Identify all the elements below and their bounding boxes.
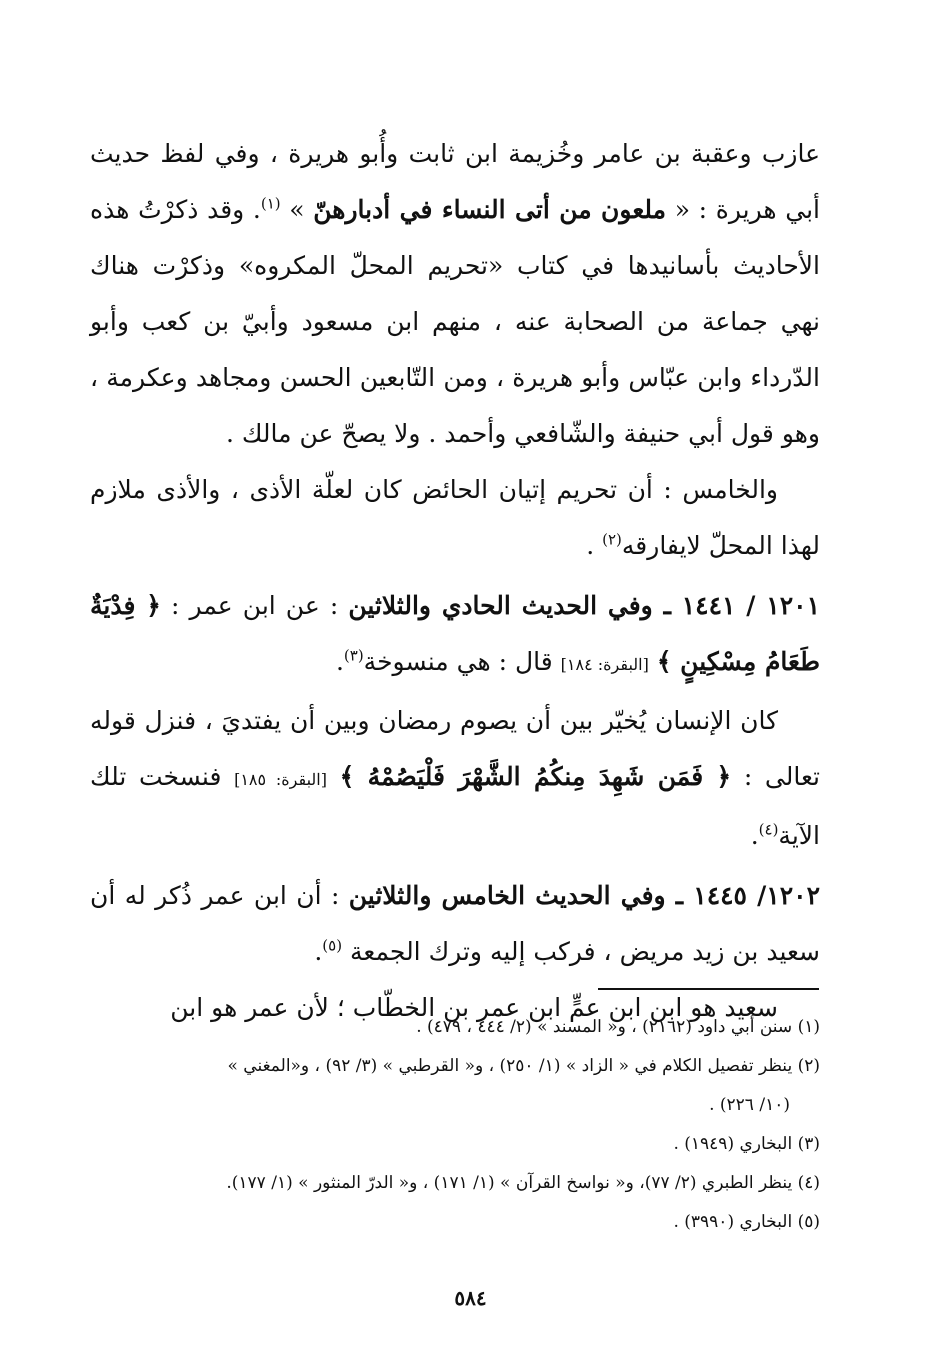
page-number: ٥٨٤ [454,1286,487,1310]
paragraph-2 [90,462,820,574]
paragraph-5 [90,868,820,980]
footnote-ref: (٣) [343,646,364,665]
text: » [280,195,314,224]
paragraph-3 [90,578,820,693]
quran-verse: ﴿ فِدْيَةٌ طَعَامُ مِسْكِينٍ ﴾ [90,591,820,676]
text: . [586,531,603,560]
text: عازب وعقبة بن عامر وخُزيمة ابن ثابت وأُبو هريرة ، وفي لفظ حديث أبي هريرة : « [90,139,820,224]
text: والخامس : أن تحريم إتيان الحائض كان لعلّة الأذى ، والأذى ملازم لهذا المحلّ لايفارقه [90,475,820,560]
footnote-4 [90,1164,820,1203]
footnote-text: (٤) ينظر الطبري (٢/ ٧٧)، و« نواسخ القرآن » (١/ ١٧١) ، و« الدرّ المنثور » (١/ ١٧٧). [226,1173,820,1193]
footnote-3 [90,1125,820,1164]
footnote-text: (٢) ينظر تفصيل الكلام في « الزاد » (١/ ٢٥٠) ، و« القرطبي » (٣/ ٩٢) ، و«المغني » [227,1056,820,1076]
footnote-2 [90,1047,820,1125]
footnote-ref: (٤) [758,820,779,839]
text: كان الإنسان يُخيّر بين أن يصوم رمضان وبين أن يفتديَ ، فنزل قوله تعالى : [90,706,820,791]
verse-reference: [البقرة: ١٨٥] [234,770,327,789]
verse-reference: [البقرة: ١٨٤] [560,655,649,674]
footnote-text: (٣) البخاري (١٩٤٩) . [673,1134,820,1154]
text: : أن ابن عمر ذُكر له أن سعيد بن زيد مريض ، فركب إليه وترك الجمعة [90,881,820,966]
footnotes [90,1008,820,1242]
footnote-separator [598,988,819,990]
hadith-heading: ١٢٠٢/ ١٤٤٥ ـ وفي الحديث الخامس والثلاثين [348,881,820,910]
page-body [90,126,820,1036]
text: فنسخت تلك الآية [90,762,820,850]
footnote-1 [90,1008,820,1047]
text: : عن ابن عمر : [160,591,349,620]
quran-verse: ﴿ فَمَن شَهِدَ مِنكُمُ الشَّهْرَ فَلْيَصُمْهُ ﴾ [339,762,732,791]
footnote-text: (٥) البخاري (٣٩٩٠) . [673,1212,820,1232]
text: قال : هي منسوخة [363,647,561,676]
text: . وقد ذكرْتُ هذه الأحاديث بأسانيدها في كتاب «تحريم المحلّ المكروه» وذكرْت هناك نهي جماعة من الصحابة عنه ، منهم ابن مسعود وأبيّ بن كعب وأبو الدّرداء وابن عبّاس وأبو هريرة ، ومن التّابعين الحسن ومجاهد وعكرمة ، وهو قول أبي حنيفة والشّافعي وأحمد . ولا يصحّ عن مالك . [90,195,820,448]
footnote-ref: (٢) [602,530,622,549]
hadith-heading: ١٢٠١ / ١٤٤١ ـ وفي الحديث الحادي والثلاثين [348,591,821,620]
footnote-text: (١) سنن أبي داود (٢١٦٢) ، و« المسند » (٢/ ٤٤٤ ، ٤٧٩) . [416,1017,820,1037]
paragraph-4 [90,693,820,864]
footnote-5 [90,1203,820,1242]
footnote-continuation: (١٠/ ٢٢٦) . [709,1095,790,1115]
text: سعيد هو ابن ابن عمٍّ ابن عمر بن الخطّاب ؛ لأن عمر هو ابن [170,993,778,1022]
text: . [335,647,344,676]
footnote-ref: (١) [260,194,281,213]
text: . [314,937,323,966]
footnote-ref: (٥) [322,936,343,955]
text: . [750,821,759,850]
hadith-quote: ملعون من أتى النساء في أدبارهنّ [313,195,667,224]
paragraph-1 [90,126,820,462]
